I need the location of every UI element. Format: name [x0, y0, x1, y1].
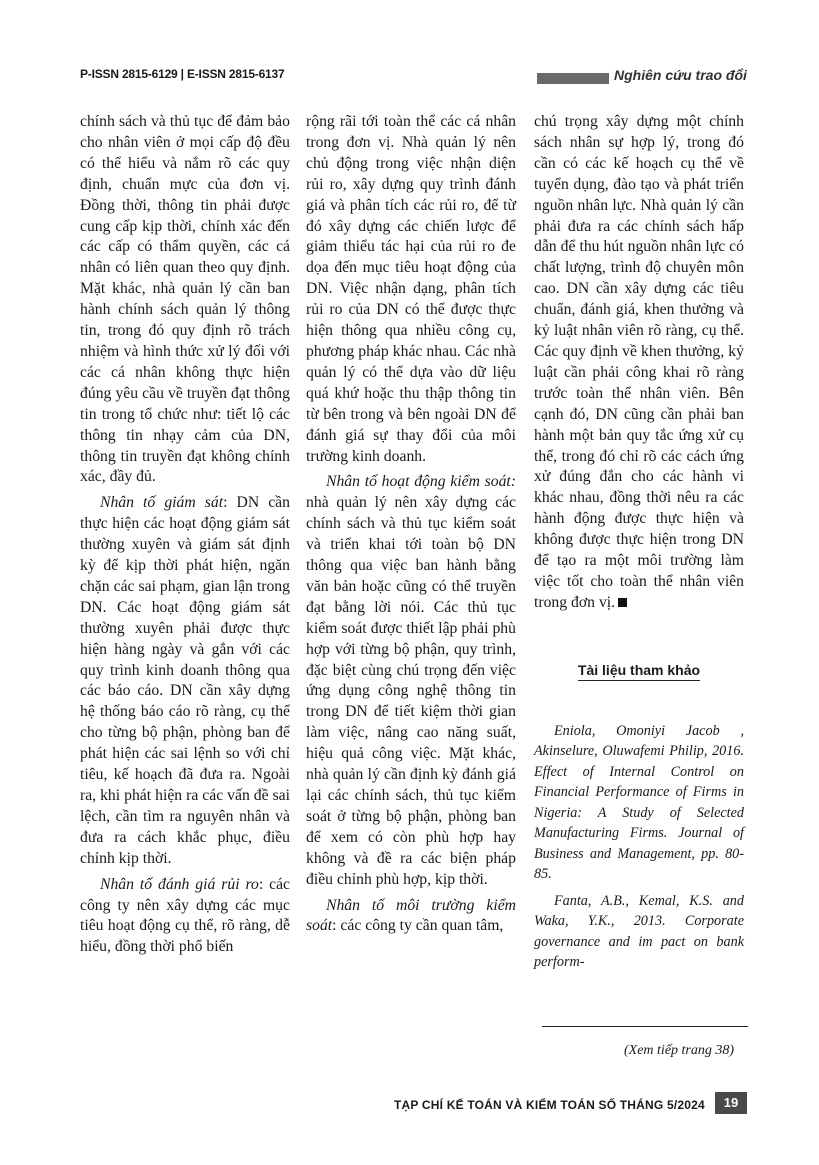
paragraph-body: : DN cần thực hiện các hoạt động giám sát thường xuyên và giám sát định kỳ để kịp thời phát hiện, ngăn chặn các sai phạm, gian lận trong DN. Các hoạt động giám sát thường xuyên phải được thực hiện hàng ngày và gắn với các quy trình kinh doanh thông qua các báo cáo. DN cần xây dựng hệ thống báo cáo rõ ràng, cụ thể cho từng bộ phận, phòng ban để phát hiện các sai lệnh so với chỉ tiêu, kế hoạch đã đưa ra. Ngoài ra, khi phát hiện ra các vấn đề sai lệch, cần tìm ra nguyên nhân và đưa ra cách khắc phục, điều chỉnh kịp thời.: [80, 494, 290, 867]
issn-header: P-ISSN 2815-6129 | E-ISSN 2815-6137: [80, 67, 285, 81]
paragraph-body: chú trọng xây dựng một chính sách nhân sự hợp lý, trong đó cần có các kế hoạch cụ thể về tuyển dụng, đào tạo và phát triển nguồn nhân lực. Nhà quản lý cần phải đưa ra các chính sách hấp dẫn để thu hút nguồn nhân lực có chất lượng, trình độ chuyên môn cao. DN cần xây dựng các tiêu chuẩn, đánh giá, khen thưởng và kỷ luật nhân viên rõ ràng, cụ thể. Các quy định về khen thưởng, kỷ luật cần phải công khai rõ ràng trước toàn thể nhân viên. Bên cạnh đó, DN cũng cần phải ban hành một bản quy tắc ứng xử cụ thể, trong đó chỉ rõ các cách ứng xử đúng đắn cho các hành vi khác nhau, đồng thời nêu ra các hành động được thực hiện và không được thực hiện trong DN để tạo ra một môi trường làm việc tốt cho toàn thể nhân viên trong đơn vị.: [534, 113, 744, 611]
paragraph-lead: Nhân tố giám sát: [100, 494, 224, 512]
column-2: [306, 112, 516, 942]
references-list: [534, 721, 744, 973]
header-bar: [537, 73, 609, 84]
divider: [542, 1026, 748, 1027]
references-title-text: Tài liệu tham khảo: [578, 662, 700, 681]
paragraph-body: : các công ty nên xây dựng các mục tiêu hoạt động cụ thể, rõ ràng, dễ hiểu, đồng thời phổ biến: [80, 875, 290, 956]
paragraph: rộng rãi tới toàn thể các cá nhân trong đơn vị. Nhà quản lý nên chủ động trong việc nhận diện rủi ro, xây dựng quy trình đánh giá và phân tích các rủi ro, để từ đó xây dựng các chiến lược để giảm thiểu tác hại của rủi ro đe dọa đến mục tiêu hoạt động của DN. Việc nhận dạng, phân tích rủi ro của DN có thể được thực hiện thông qua nhiều công cụ, phương pháp khác nhau. Các nhà quản lý có thể dựa vào dữ liệu quá khứ hoặc thu thập thông tin từ bên trong và bên ngoài DN để đánh giá sự thay đổi của môi trường kinh doanh.: [306, 113, 516, 465]
paragraph-body: nhà quản lý nên xây dựng các chính sách và thủ tục kiểm soát và triển khai tới toàn bộ DN thông qua việc ban hành bằng văn bản hoặc cũng có thể truyền đạt bằng lời nói. Các thủ tục kiểm soát được thiết lập phải phù hợp với từng bộ phận, quy trình, đặc biệt cùng chú trọng đến việc ứng dụng công nghệ thông tin trong DN để tiết kiệm thời gian làm việc, nâng cao năng suất, hiệu quả công việc. Mặt khác, nhà quản lý cần định kỳ đánh giá lại các chính sách, thủ tục kiểm soát ở từng bộ phận, phòng ban để xem có còn phù hợp hay không và đề ra các biện pháp điều chỉnh phù hợp, kịp thời.: [306, 494, 516, 888]
end-mark-icon: [618, 598, 627, 607]
reference-item: Fanta, A.B., Kemal, K.S. and Waka, Y.K., 2013. Corporate governance and im pact on bank perform-: [534, 892, 744, 971]
paragraph: [80, 875, 290, 959]
section-title: Nghiên cứu trao đổi: [614, 67, 747, 83]
paragraph-lead: Nhân tố hoạt động kiểm soát:: [326, 473, 516, 491]
paragraph: [534, 112, 744, 614]
column-3: [534, 112, 744, 979]
column-1: [80, 112, 290, 963]
paragraph: [306, 896, 516, 938]
paragraph: [80, 493, 290, 869]
paragraph-lead: Nhân tố đánh giá rủi ro: [100, 875, 259, 893]
reference-item: Eniola, Omoniyi Jacob , Akinselure, Oluwafemi Philip, 2016. Effect of Internal Control on Financial Performance of Firms in Nigeria: A Study of Selected Manufacturing Firms. Journal of Business and Management, pp. 80-85.: [534, 722, 744, 883]
journal-footer: TẠP CHÍ KẾ TOÁN VÀ KIỂM TOÁN SỐ THÁNG 5/2024: [394, 1098, 705, 1112]
paragraph: [306, 472, 516, 890]
paragraph-body: : các công ty cần quan tâm,: [332, 917, 504, 935]
paragraph: chính sách và thủ tục để đảm bảo cho nhân viên ở mọi cấp độ đều có thể hiểu và nắm rõ các quy định, chuẩn mực của đơn vị. Đồng thời, thông tin phải được cung cấp kịp thời, chính xác đến các cấp có thẩm quyền, các cá nhân có liên quan theo quy định. Mặt khác, nhà quản lý cần ban hành chính sách quản lý thông tin, trong đó quy định rõ trách nhiệm và hình thức xử lý đối với các cá nhân không thực hiện đúng yêu cầu về truyền đạt thông tin trong tổ chức như: tiết lộ các thông tin nhạy cảm của DN, thông tin truyền đạt không chính xác, đầy đủ.: [80, 113, 290, 486]
page-number: 19: [715, 1092, 747, 1114]
continued-note: (Xem tiếp trang 38): [624, 1043, 735, 1058]
paragraph-lead: Nhân tố môi trường kiểm soát: [306, 896, 516, 935]
references-title: [534, 660, 744, 681]
